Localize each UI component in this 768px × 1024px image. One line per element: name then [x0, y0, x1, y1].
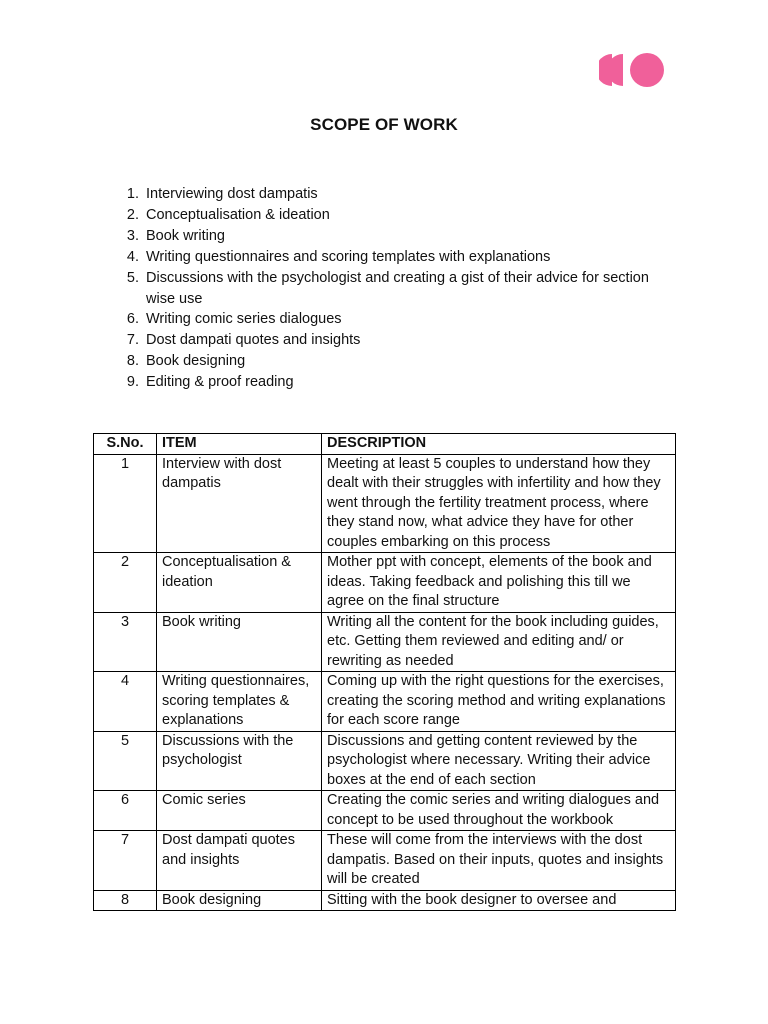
list-item-text: Writing questionnaires and scoring templates with explanations	[146, 248, 551, 265]
list-item-number: 7.	[126, 332, 139, 349]
list-item-number: 6.	[126, 311, 139, 328]
cell-sno: 5	[94, 731, 157, 791]
cell-item: Conceptualisation & ideation	[157, 553, 322, 613]
cell-item: Book writing	[157, 612, 322, 672]
cell-item: Writing questionnaires, scoring templates & explanations	[157, 672, 322, 732]
cell-description: Sitting with the book designer to oversee and	[322, 890, 676, 911]
table-row	[94, 791, 676, 831]
cell-description: These will come from the interviews with the dost dampatis. Based on their inputs, quotes and insights will be created	[322, 831, 676, 891]
list-item-text: Conceptualisation & ideation	[146, 206, 330, 223]
scope-list	[100, 184, 690, 393]
list-item	[100, 351, 690, 372]
cell-description: Meeting at least 5 couples to understand how they dealt with their struggles with infertility and how they went through the fertility treatment process, where they stand now, what advice they have for other couples embarking on this process	[322, 454, 676, 553]
list-item-text: Editing & proof reading	[146, 374, 294, 391]
table-row	[94, 731, 676, 791]
list-item-number: 2.	[126, 206, 139, 223]
cell-sno: 6	[94, 791, 157, 831]
table-row	[94, 612, 676, 672]
list-item-number: 8.	[126, 353, 139, 370]
list-item-number: 5.	[126, 269, 139, 286]
list-item	[100, 309, 690, 330]
cell-item: Interview with dost dampatis	[157, 454, 322, 553]
table-row	[94, 553, 676, 613]
cell-sno: 1	[94, 454, 157, 553]
cell-description: Creating the comic series and writing dialogues and concept to be used throughout the workbook	[322, 791, 676, 831]
list-item	[100, 205, 690, 226]
cell-description: Writing all the content for the book including guides, etc. Getting them reviewed and editing and/ or rewriting as needed	[322, 612, 676, 672]
list-item-text: Writing comic series dialogues	[146, 311, 342, 328]
cell-sno: 7	[94, 831, 157, 891]
cell-item: Dost dampati quotes and insights	[157, 831, 322, 891]
brand-logo-mark	[599, 52, 667, 88]
cell-description: Coming up with the right questions for the exercises, creating the scoring method and writing explanations for each score range	[322, 672, 676, 732]
list-item	[100, 247, 690, 268]
table-row	[94, 831, 676, 891]
list-item-number: 1.	[126, 186, 139, 202]
cell-sno: 8	[94, 890, 157, 911]
list-item	[100, 372, 690, 393]
table-row	[94, 454, 676, 553]
list-item-text: Interviewing dost dampatis	[146, 186, 318, 202]
table-header-row	[94, 434, 676, 455]
list-item-text: Book writing	[146, 227, 225, 244]
list-item	[100, 184, 690, 205]
list-item	[100, 226, 690, 247]
table-row	[94, 672, 676, 732]
list-item	[100, 330, 690, 351]
cell-item: Discussions with the psychologist	[157, 731, 322, 791]
header-item: ITEM	[157, 434, 322, 455]
cell-item: Book designing	[157, 890, 322, 911]
list-item-text: Dost dampati quotes and insights	[146, 332, 361, 349]
list-item-text: Book designing	[146, 353, 246, 370]
list-item-number: 9.	[126, 374, 139, 391]
list-item-number: 4.	[126, 248, 139, 265]
brand-logo	[599, 52, 667, 88]
header-description: DESCRIPTION	[322, 434, 676, 455]
list-item-number: 3.	[126, 227, 139, 244]
list-item-text: Discussions with the psychologist and creating a gist of their advice for section wise use	[146, 269, 649, 307]
cell-description: Discussions and getting content reviewed by the psychologist where necessary. Writing their advice boxes at the end of each section	[322, 731, 676, 791]
cell-sno: 2	[94, 553, 157, 613]
cell-sno: 4	[94, 672, 157, 732]
cell-description: Mother ppt with concept, elements of the book and ideas. Taking feedback and polishing this till we agree on the final structure	[322, 553, 676, 613]
header-sno: S.No.	[94, 434, 157, 455]
document-title: SCOPE OF WORK	[310, 115, 458, 134]
cell-sno: 3	[94, 612, 157, 672]
cell-item: Comic series	[157, 791, 322, 831]
table-row	[94, 890, 676, 911]
list-item	[100, 268, 690, 310]
logo-right-circle	[630, 53, 664, 87]
scope-table	[93, 433, 676, 911]
